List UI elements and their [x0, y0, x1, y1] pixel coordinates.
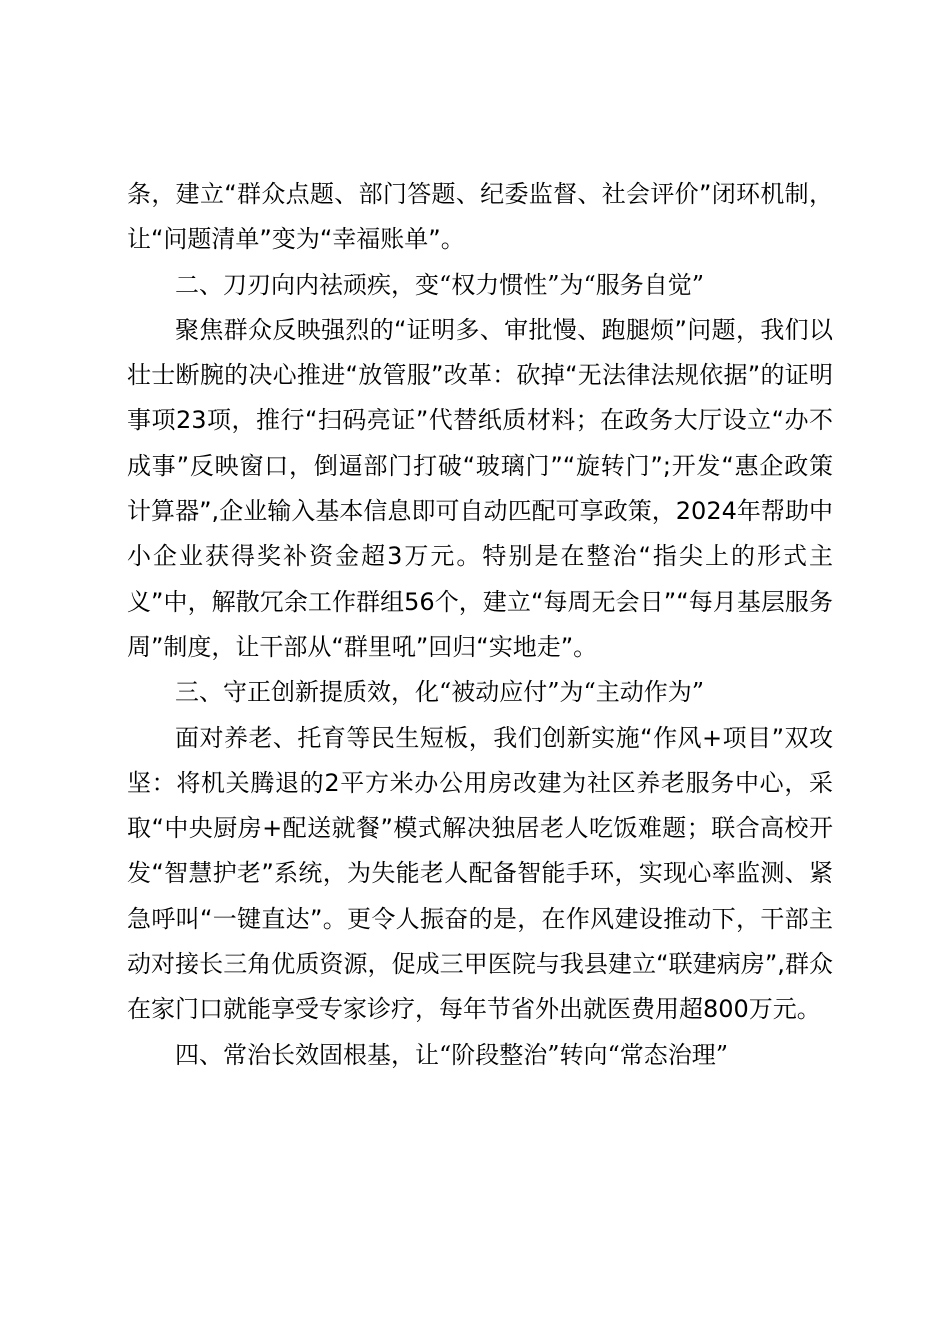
paragraph-section-3: 面对养老、托育等民生短板，我们创新实施“作风+项目”双攻坚：将机关腾退的2平方米办公用房改建为社区养老服务中心，采取“中央厨房+配送就餐”模式解决独居老人吃饭难题；联合高校开发“智慧护老”系统，为失能老人配备智能手环，实现心率监测、紧急呼叫“一键直达”。更令人振奋的是，在作风建设推动下，干部主动对接长三角优质资源，促成三甲医院与我县建立“联建病房”,群众在家门口就能享受专家诊疗，每年节省外出就医费用超800万元。 — [127, 723, 833, 1024]
section-heading-4: 四、常治长效固根基，让“阶段整治”转向“常态治理” — [175, 1040, 729, 1069]
paragraph-continuation: 条，建立“群众点题、部门答题、纪委监督、社会评价”闭环机制，让“问题清单”变为“幸福账单”。 — [127, 180, 833, 254]
paragraph-section-2: 聚焦群众反映强烈的“证明多、审批慢、跑腿烦”问题，我们以壮士断腕的决心推进“放管服”改革：砍掉“无法律法规依据”的证明事项23项，推行“扫码亮证”代替纸质材料；在政务大厅设立“办不成事”反映窗口，倒逼部门打破“玻璃门”“旋转门”;开发“惠企政策计算器”,企业输入基本信息即可自动匹配可享政策，2024年帮助中小企业获得奖补资金超3万元。特别是在整治“指尖上的形式主义”中，解散冗余工作群组56个，建立“每周无会日”“每月基层服务周”制度，让干部从“群里吼”回归“实地走”。 — [127, 315, 833, 661]
section-heading-3: 三、守正创新提质效，化“被动应付”为“主动作为” — [175, 678, 705, 707]
document-body — [127, 172, 833, 1078]
section-heading-2: 二、刀刃向内祛顽疾，变“权力惯性”为“服务自觉” — [175, 270, 705, 299]
